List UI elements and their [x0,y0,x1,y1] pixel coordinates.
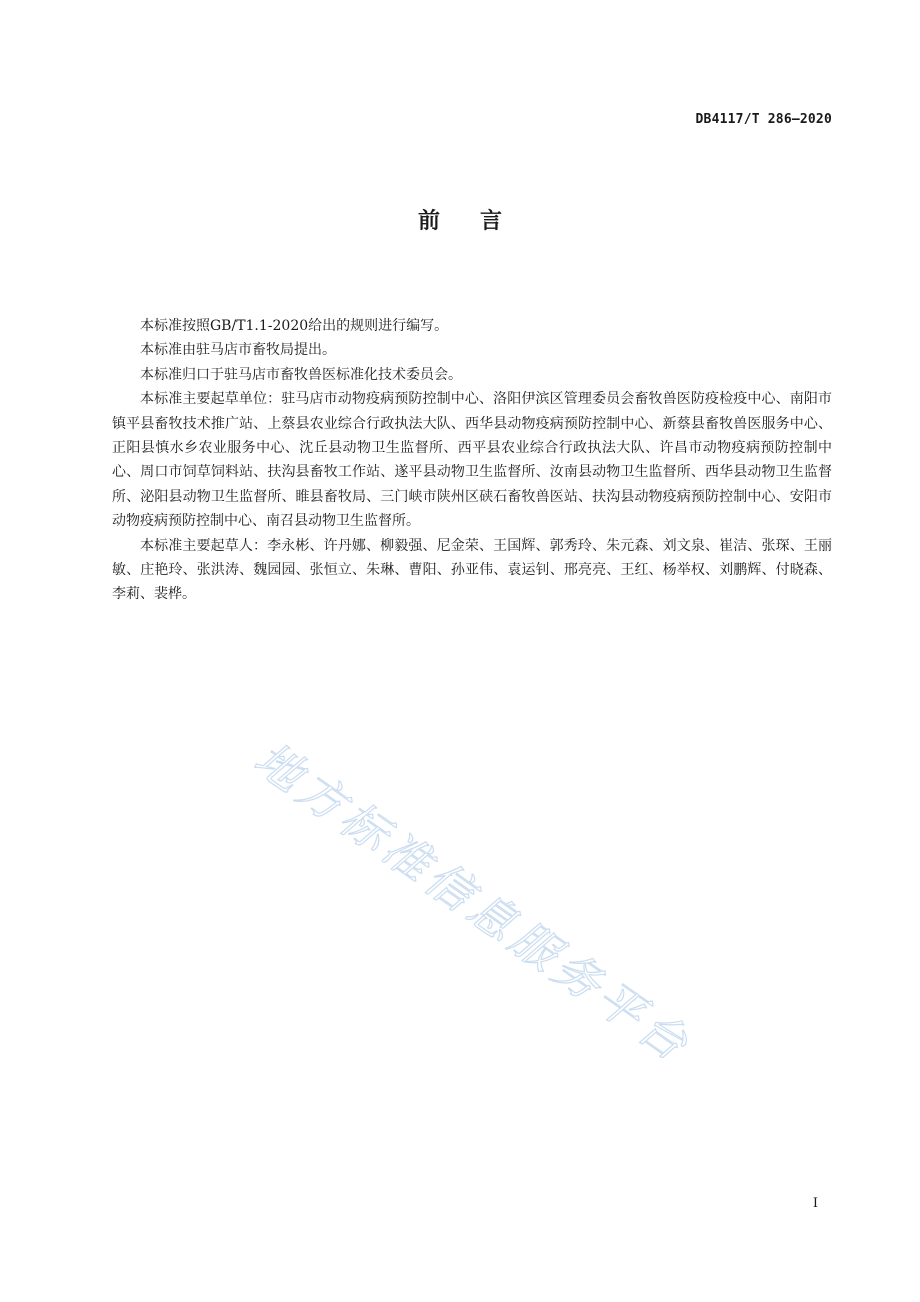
page-number: I [812,1196,818,1211]
paragraph-drafters: 本标准主要起草人：李永彬、许丹娜、柳毅强、尼金荣、王国辉、郭秀玲、朱元森、刘文泉、崔洁、张琛、王丽敏、庄艳玲、张洪涛、魏园园、张恒立、朱琳、曹阳、孙亚伟、袁运钊、邢亮亮、王红、杨举权、刘鹏辉、付晓森、李莉、裴桦。 [112,537,832,603]
foreword-body [112,314,832,607]
paragraph-drafting-units: 本标准主要起草单位：驻马店市动物疫病预防控制中心、洛阳伊滨区管理委员会畜牧兽医防疫检疫中心、南阳市镇平县畜牧技术推广站、上蔡县农业综合行政执法大队、西华县动物疫病预防控制中心、新蔡县畜牧兽医服务中心、正阳县慎水乡农业服务中心、沈丘县动物卫生监督所、西平县农业综合行政执法大队、许昌市动物疫病预防控制中心、周口市饲草饲料站、扶沟县畜牧工作站、遂平县动物卫生监督所、汝南县动物卫生监督所、西华县动物卫生监督所、泌阳县动物卫生监督所、睢县畜牧局、三门峡市陕州区硖石畜牧兽医站、扶沟县动物疫病预防控制中心、安阳市动物疫病预防控制中心、南召县动物卫生监督所。 [112,391,832,530]
paragraph-drafting-rules: 本标准按照GB/T1.1-2020给出的规则进行编写。 [140,318,449,334]
document-code: DB4117/T 286—2020 [695,112,832,127]
paragraph-proposer: 本标准由驻马店市畜牧局提出。 [140,342,336,359]
watermark: 地方标准信息服务平台 [244,731,702,1074]
paragraph-committee: 本标准归口于驻马店市畜牧兽医标准化技术委员会。 [140,366,462,383]
page-title: 前言 [417,209,542,234]
